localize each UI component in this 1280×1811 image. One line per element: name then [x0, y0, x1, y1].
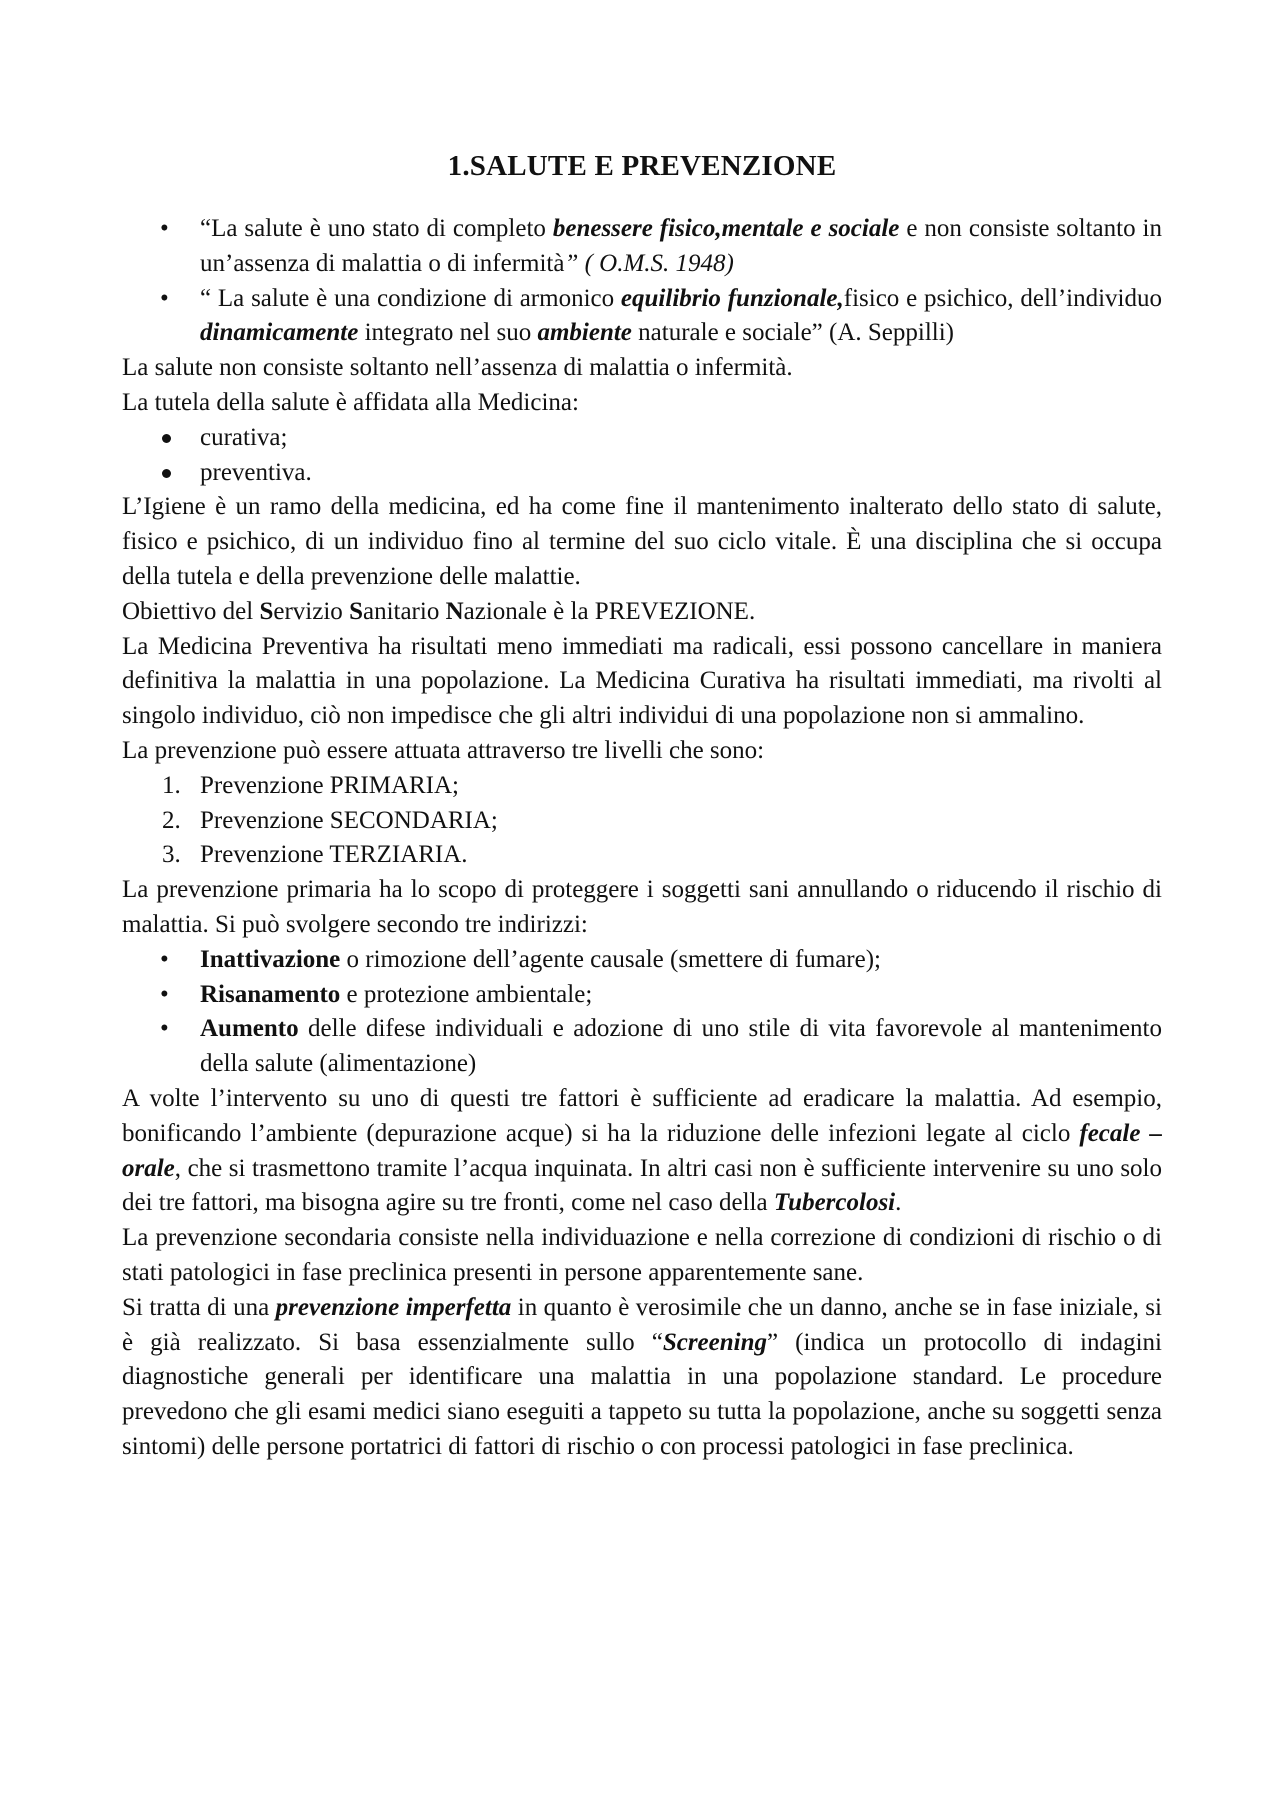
- paragraph: La Medicina Preventiva ha risultati meno immediati ma radicali, essi possono cancellare in maniera definitiva la malattia in una popolazione. La Medicina Curativa ha risultati immediati, ma rivolti al singolo individuo, ciò non impedisce che gli altri individui di una popolazione non si ammalino.: [122, 632, 1162, 730]
- definitions-list: [122, 212, 1162, 351]
- list-number: 2.: [162, 806, 181, 834]
- list-item: 1. Prevenzione PRIMARIA;: [122, 769, 1162, 804]
- bullet-dot: [162, 469, 171, 478]
- list-item: • Inattivazione o rimozione dell’agente causale (smettere di fumare);: [122, 943, 1162, 978]
- medicine-types-list: [122, 421, 1162, 491]
- prevention-levels-list: [122, 769, 1162, 873]
- paragraph: A volte l’intervento su uno di questi tre fattori è sufficiente ad eradicare la malattia. Ad esempio, bonificando l’ambiente (depurazione acque) si ha la riduzione delle infezioni legate al ciclo fecale – orale, che si trasmettono tramite l’acqua inquinata. In altri casi non è sufficiente intervenire su uno solo dei tre fattori, ma bisogna agire su tre fronti, come nel caso della Tubercolosi.: [122, 1084, 1162, 1217]
- list-item: preventiva.: [122, 456, 1162, 491]
- paragraph: Si tratta di una prevenzione imperfetta in quanto è verosimile che un danno, anche se in fase iniziale, si è già realizzato. Si basa essenzialmente sullo “Screening” (indica un protocollo di indagini diagnostiche generali per identificare una malattia in una popolazione standard. Le procedure prevedono che gli esami medici siano eseguiti a tappeto su tutta la popolazione, anche su soggetti senza sintomi) delle persone portatrici di fattori di rischio o con processi patologici in fase preclinica.: [122, 1293, 1162, 1460]
- definition-oms: • “La salute è uno stato di completo benessere fisico,mentale e sociale e non consiste soltanto in un’assenza di malattia o di infermità” ( O.M.S. 1948): [122, 212, 1162, 282]
- paragraph: La salute non consiste soltanto nell’assenza di malattia o infermità.: [122, 354, 793, 382]
- citation-text: ” ( O.M.S. 1948): [564, 249, 734, 277]
- bullet-marker: •: [160, 284, 169, 312]
- emphasis-text: prevenzione imperfetta: [275, 1293, 512, 1321]
- emphasis-text: benessere fisico,mentale e sociale: [552, 215, 900, 242]
- list-item: • Risanamento e protezione ambientale;: [122, 978, 1162, 1013]
- page-title: 1.SALUTE E PREVENZIONE: [447, 150, 837, 182]
- list-number: 1.: [162, 771, 181, 799]
- bullet-marker: •: [160, 980, 169, 1008]
- bullet-dot: [162, 434, 171, 443]
- definition-seppilli: • “ La salute è una condizione di armonico equilibrio funzionale,fisico e psichico, dell’individuo dinamicamente integrato nel suo ambiente naturale e sociale” (A. Seppilli): [122, 282, 1162, 352]
- list-item: • Aumento delle difese individuali e adozione di uno stile di vita favorevole al mantenimento della salute (alimentazione): [122, 1012, 1162, 1082]
- list-number: 3.: [162, 841, 181, 869]
- paragraph: La prevenzione primaria ha lo scopo di proteggere i soggetti sani annullando o riducendo il rischio di malattia. Si può svolgere secondo tre indirizzi:: [122, 876, 1162, 938]
- paragraph: La prevenzione può essere attuata attraverso tre livelli che sono:: [122, 736, 765, 764]
- bullet-marker: •: [160, 1015, 169, 1043]
- paragraph: Obiettivo del Servizio Sanitario Nazionale è la PREVEZIONE.: [122, 597, 756, 625]
- emphasis-text: fecale – orale: [122, 1119, 1162, 1182]
- paragraph: La tutela della salute è affidata alla Medicina:: [122, 388, 579, 416]
- emphasis-text: Screening: [662, 1328, 767, 1356]
- paragraph: La prevenzione secondaria consiste nella individuazione e nella correzione di condizioni di rischio o di stati patologici in fase preclinica presenti in persone apparentemente sane.: [122, 1224, 1162, 1286]
- paragraph: L’Igiene è un ramo della medicina, ed ha come fine il mantenimento inalterato dello stato di salute, fisico e psichico, di un individuo fino al termine del suo ciclo vitale. È una disciplina che si occupa della tutela e della prevenzione delle malattie.: [122, 493, 1162, 590]
- bullet-marker: •: [160, 945, 169, 973]
- list-item: 2. Prevenzione SECONDARIA;: [122, 804, 1162, 839]
- emphasis-text: ambiente: [537, 319, 632, 347]
- emphasis-text: Tubercolosi: [773, 1189, 896, 1217]
- emphasis-text: dinamicamente: [200, 319, 359, 347]
- list-item: curativa;: [122, 421, 1162, 456]
- emphasis-text: equilibrio funzionale,: [620, 284, 844, 312]
- bullet-marker: •: [160, 215, 169, 242]
- primary-directions-list: [122, 943, 1162, 1082]
- list-item: 3. Prevenzione TERZIARIA.: [122, 838, 1162, 873]
- document-page: [122, 148, 1162, 1465]
